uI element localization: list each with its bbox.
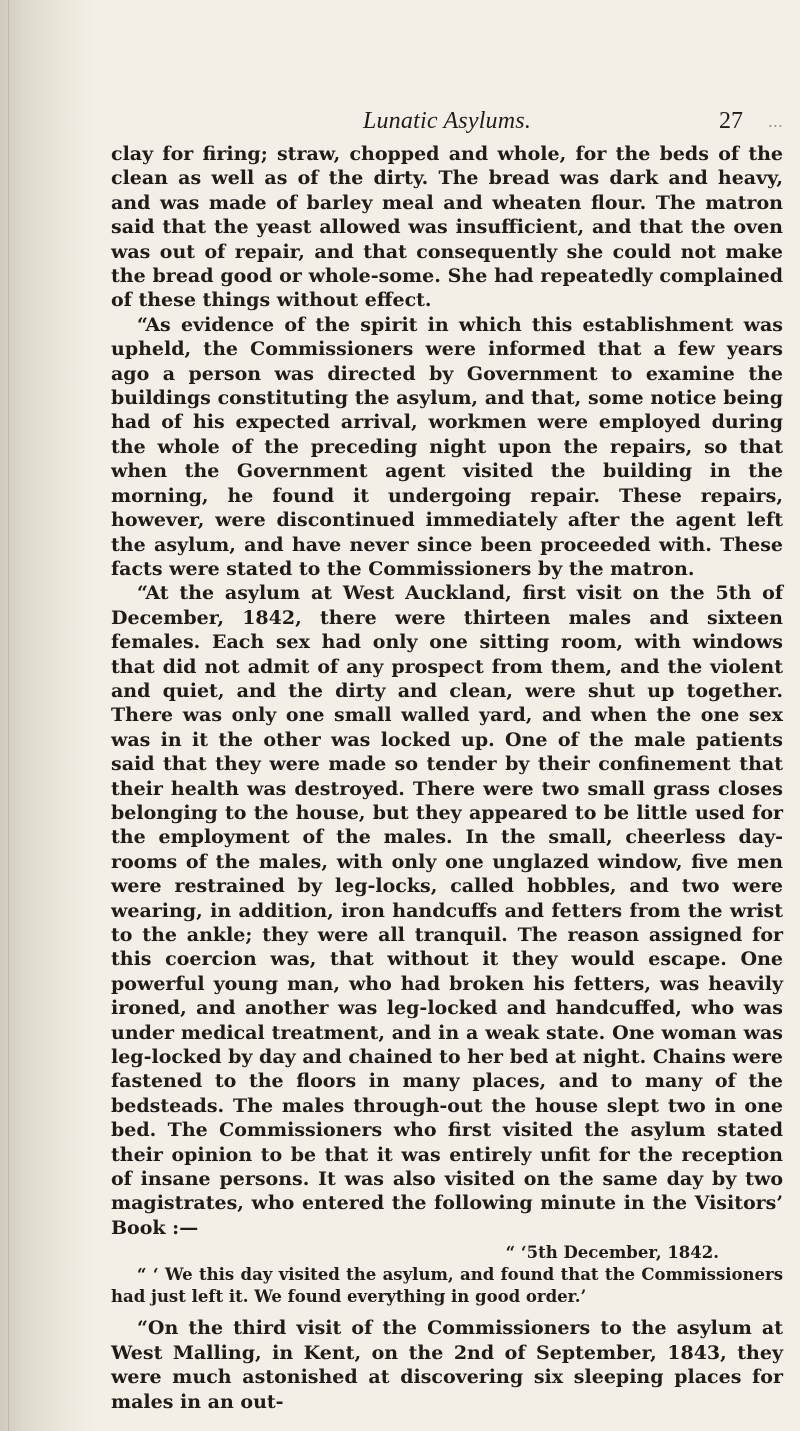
page-number: 27 [719,108,743,134]
running-title: Lunatic Asylums. [362,108,532,134]
paragraph-3: “At the asylum at West Auckland, first visit on the 5th of December, 1842, there were thirteen males and sixteen females. Each sex had only one sitting room, with windows that did not admit of any prospect from them, and the violent and quiet, and the dirty and clean, were shut up together. There was only one small walled yard, and when the one sex was in it the other was locked up. One of the male patients said that they were made so tender by their confinement that their health was destroyed. There were two small grass closes belonging to the house, but they appeared to be little used for the employment of the males. In the small, cheerless day-rooms of the males, with only one unglazed window, five men were restrained by leg-locks, called hobbles, and two were wearing, in addition, iron handcuffs and fetters from the wrist to the ankle; they were all tranquil. The reason assigned for this coercion was, that without it they would escape. One powerful young man, who had broken his fetters, was heavily ironed, and another was leg-locked and handcuffed, who was under medical treatment, and in a weak state. One woman was leg-locked by day and chained to her bed at night. Chains were fastened to the floors in many places, and to many of the bedsteads. The males through-out the house slept two in one bed. The Commissioners who first visited the asylum stated their opinion to be that it was entirely unfit for the reception of insane persons. It was also visited on the same day by two magistrates, who entered the following minute in the Visitors’ Book :— [111,582,783,1239]
page-gutter [0,0,95,1431]
book-page [111,108,783,1414]
paragraph-2: “As evidence of the spirit in which this establishment was upheld, the Commissioners were informed that a few years ago a person was directed by Government to examine the buildings constituting the asylum, and that, some notice being had of his expected arrival, workmen were employed during the whole of the preceding night upon the repairs, so that when the Government agent visited the building in the morning, he found it undergoing repair. These repairs, however, were discontinued immediately after the agent left the asylum, and have never since been proceeded with. These facts were stated to the Commissioners by the matron. [111,313,783,580]
binding-edge [8,0,9,1431]
quote-text: “ ‘ We this day visited the asylum, and found that the Commissioners had just left it. We found everything in good order.’ [111,1265,783,1307]
running-head [111,108,783,142]
margin-mark: ... [767,112,783,131]
paragraph-1: clay for firing; straw, chopped and whole, for the beds of the clean as well as of the dirty. The bread was dark and heavy, and was made of barley meal and wheaten flour. The matron said that the yeast allowed was insufficient, and that the oven was out of repair, and that consequently she could not make the bread good or whole-some. She had repeatedly complained of these things without effect. [111,143,783,312]
quote-date: “ ‘5th December, 1842. [505,1243,719,1263]
paragraph-4: “On the third visit of the Commissioners to the asylum at West Malling, in Kent, on the 2nd of September, 1843, they were much astonished at discovering six sleeping places for males in an out- [111,1317,783,1413]
